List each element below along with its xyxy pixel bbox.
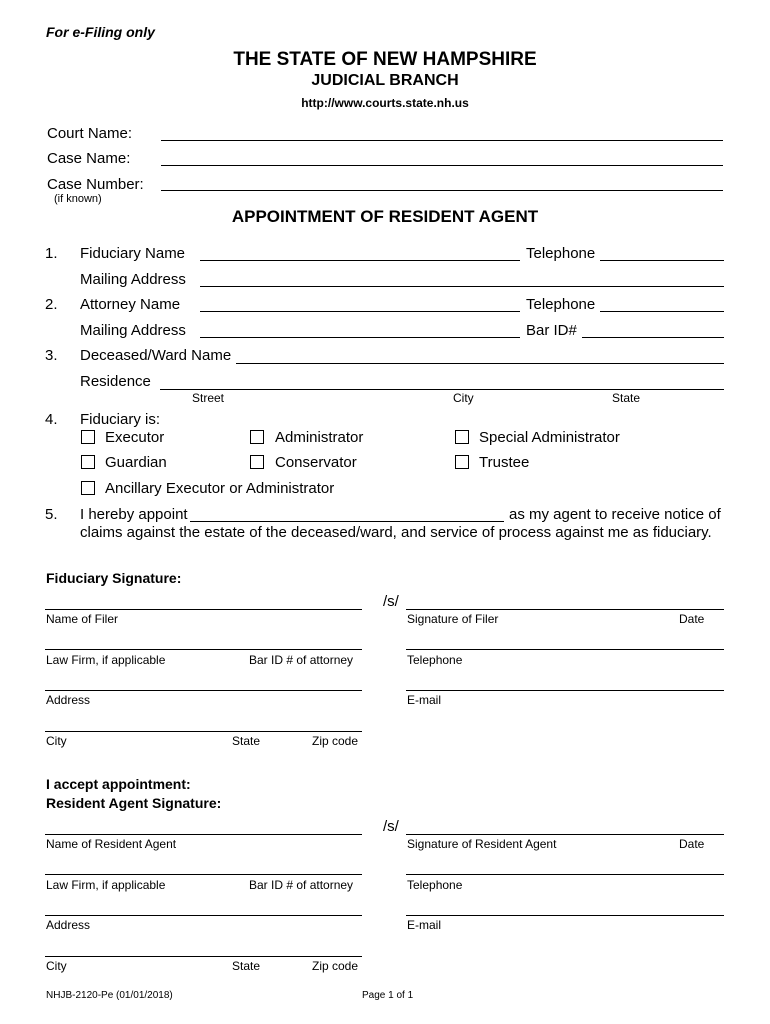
form-title: APPOINTMENT OF RESIDENT AGENT [231, 207, 539, 226]
name-of-filer-field[interactable] [45, 609, 362, 610]
residence-field[interactable] [160, 389, 724, 390]
street-caption: Street [192, 391, 225, 405]
case-name-field[interactable] [161, 165, 723, 166]
law-firm-field[interactable] [45, 649, 362, 650]
branch-title: JUDICIAL BRANCH [311, 72, 459, 89]
fiduciary-mailing-field[interactable] [200, 286, 724, 287]
bar-id-label: Bar ID# [526, 322, 577, 339]
date-caption: Date [679, 837, 705, 851]
ancillary-checkbox[interactable] [81, 481, 95, 495]
city-state-zip-field[interactable] [45, 956, 362, 957]
email-field[interactable] [406, 690, 724, 691]
executor-checkbox[interactable] [81, 430, 95, 444]
signature-of-agent-caption: Signature of Resident Agent [407, 837, 557, 851]
item-number: 2. [45, 296, 58, 313]
law-firm-caption: Law Firm, if applicable [46, 653, 166, 667]
efiling-label: For e-Filing only [46, 24, 155, 40]
deceased-ward-field[interactable] [236, 363, 724, 364]
name-of-agent-field[interactable] [45, 834, 362, 835]
conservator-label: Conservator [275, 454, 357, 471]
telephone-caption: Telephone [407, 653, 463, 667]
page-number: Page 1 of 1 [362, 990, 414, 1001]
resident-agent-field[interactable] [190, 521, 504, 522]
fiduciary-telephone-field[interactable] [600, 260, 724, 261]
fiduciary-name-label: Fiduciary Name [80, 245, 186, 262]
item-number: 1. [45, 245, 58, 262]
court-url: http://www.courts.state.nh.us [301, 96, 469, 110]
special-administrator-checkbox[interactable] [455, 430, 469, 444]
bar-id-field[interactable] [582, 337, 724, 338]
court-name-field[interactable] [161, 140, 723, 141]
appoint-text: I hereby appoint [80, 506, 188, 523]
attorney-name-field[interactable] [200, 311, 520, 312]
city-caption: City [46, 959, 67, 973]
telephone-field[interactable] [406, 649, 724, 650]
law-firm-caption: Law Firm, if applicable [46, 878, 166, 892]
if-known-note: (if known) [54, 193, 102, 205]
signature-of-agent-field[interactable] [406, 834, 724, 835]
name-of-agent-caption: Name of Resident Agent [46, 837, 177, 851]
trustee-checkbox[interactable] [455, 455, 469, 469]
address-caption: Address [46, 918, 91, 932]
email-field[interactable] [406, 915, 724, 916]
special-administrator-label: Special Administrator [479, 429, 620, 446]
appoint-text-cont: as my agent to receive notice of [509, 506, 721, 523]
state-caption: State [612, 391, 641, 405]
form-id: NHJB-2120-Pe (01/01/2018) [46, 990, 173, 1001]
email-caption: E-mail [407, 918, 442, 932]
signature-of-filer-field[interactable] [406, 609, 724, 610]
address-field[interactable] [45, 915, 362, 916]
state-caption: State [232, 734, 261, 748]
residence-label: Residence [80, 373, 151, 390]
telephone-field[interactable] [406, 874, 724, 875]
resident-agent-signature-heading: Resident Agent Signature: [46, 795, 222, 811]
address-caption: Address [46, 693, 91, 707]
city-caption: City [46, 734, 67, 748]
telephone-caption: Telephone [407, 878, 463, 892]
attorney-name-label: Attorney Name [80, 296, 181, 313]
ancillary-label: Ancillary Executor or Administrator [105, 480, 335, 497]
conservator-checkbox[interactable] [250, 455, 264, 469]
trustee-label: Trustee [479, 454, 530, 471]
guardian-checkbox[interactable] [81, 455, 95, 469]
email-caption: E-mail [407, 693, 442, 707]
signature-of-filer-caption: Signature of Filer [407, 612, 499, 626]
deceased-ward-label: Deceased/Ward Name [80, 347, 232, 364]
s-marker: /s/ [383, 818, 399, 835]
guardian-label: Guardian [105, 454, 167, 471]
administrator-label: Administrator [275, 429, 364, 446]
telephone-label: Telephone [526, 296, 596, 313]
state-title: THE STATE OF NEW HAMPSHIRE [233, 49, 537, 70]
city-caption: City [453, 391, 474, 405]
fiduciary-name-field[interactable] [200, 260, 520, 261]
attorney-mailing-field[interactable] [200, 337, 520, 338]
s-marker: /s/ [383, 593, 399, 610]
bar-id-attorney-caption: Bar ID # of attorney [249, 878, 354, 892]
item-number: 5. [45, 506, 58, 523]
fiduciary-is-label: Fiduciary is: [80, 411, 161, 428]
zip-caption: Zip code [312, 959, 359, 973]
accept-appointment-heading: I accept appointment: [46, 776, 191, 792]
law-firm-field[interactable] [45, 874, 362, 875]
item-number: 4. [45, 411, 58, 428]
mailing-address-label: Mailing Address [80, 322, 186, 339]
case-number-field[interactable] [161, 190, 723, 191]
case-number-label: Case Number: [47, 176, 144, 193]
telephone-label: Telephone [526, 245, 596, 262]
court-name-label: Court Name: [47, 125, 133, 142]
mailing-address-label: Mailing Address [80, 271, 186, 288]
date-caption: Date [679, 612, 705, 626]
name-of-filer-caption: Name of Filer [46, 612, 119, 626]
fiduciary-signature-heading: Fiduciary Signature: [46, 570, 182, 586]
state-caption: State [232, 959, 261, 973]
bar-id-attorney-caption: Bar ID # of attorney [249, 653, 354, 667]
case-name-label: Case Name: [47, 150, 131, 167]
executor-label: Executor [105, 429, 165, 446]
appoint-text-line2: claims against the estate of the deceased/ward, and service of process against me as fiduciary. [80, 524, 712, 541]
administrator-checkbox[interactable] [250, 430, 264, 444]
address-field[interactable] [45, 690, 362, 691]
city-state-zip-field[interactable] [45, 731, 362, 732]
zip-caption: Zip code [312, 734, 359, 748]
attorney-telephone-field[interactable] [600, 311, 724, 312]
item-number: 3. [45, 347, 58, 364]
